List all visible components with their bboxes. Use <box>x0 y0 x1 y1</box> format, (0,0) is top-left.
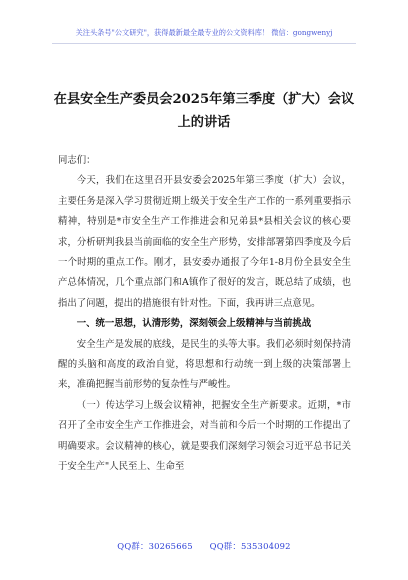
header-banner: 关注头条号"公文研究"，获得最新最全最专业的公文资料库！ 微信：gongwenyj <box>75 28 333 37</box>
document-title: 在县安全生产委员会2025年第三季度（扩大）会议上的讲话 <box>53 92 355 130</box>
subsection-paragraph: （一）传达学习上级会议精神，把握安全生产新要求。近期，*市召开了全市安全生产工作推进会，对当前和今后一个时期的工作提出了明确要求。会议精神的核心，就是要我们深刻学习领会习近平总书记关于安全生产"人民至上、生命至 <box>58 399 351 473</box>
header-divider <box>52 43 356 44</box>
footer-contact <box>0 540 408 552</box>
document-body <box>58 151 351 478</box>
footer-qq-group-2: QQ群：535304092 <box>209 541 291 551</box>
salutation: 同志们： <box>58 155 96 166</box>
footer-qq-group-1: QQ群：30265665 <box>117 541 193 551</box>
section-heading: 一、统一思想，认清形势，深刻领会上级精神与当前挑战 <box>76 318 312 330</box>
body-paragraph: 今天，我们在这里召开县安委会2025年第三季度（扩大）会议，主要任务是深入学习贯彻近期上级关于安全生产工作的一系列重要指示精神，特别是*市安全生产工作推进会和兄弟县*县相关会议的核心要求，分析研判我县当前面临的安全生产形势，安排部署第四季度及今后一个时期的重点工作。刚才，县安委办通报了今年1-8月份全县安全生产总体情况，几个重点部门和A镇作了很好的发言，既总结了成绩，也指出了问题，提出的措施很有针对性。下面，我再讲三点意见。 <box>58 175 351 309</box>
section-paragraph: 安全生产是发展的底线，是民生的头等大事。我们必须时刻保持清醒的头脑和高度的政治自觉，将思想和行动统一到上级的决策部署上来，准确把握当前形势的复杂性与严峻性。 <box>58 338 351 391</box>
